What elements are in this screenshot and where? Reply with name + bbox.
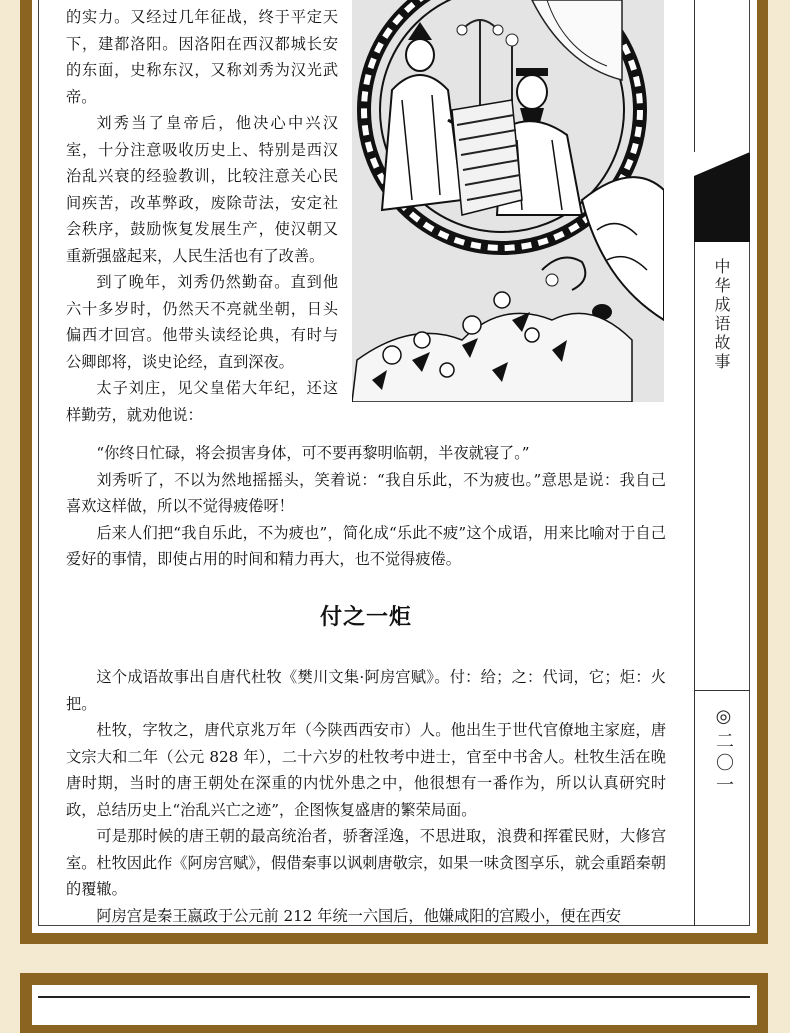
story-illustration bbox=[352, 0, 664, 402]
story1-paragraph: “你终日忙碌，将会损害身体，可不要再黎明临朝，半夜就寝了。” bbox=[96, 444, 530, 462]
next-page-rule bbox=[38, 996, 750, 998]
story1-paragraph: 到了晚年，刘秀仍然勤奋。直到他六十多岁时，仍然天不亮就坐朝，日头偏西才回宫。他带头读经论典，有时与公卿郎将，谈史论经，直到深夜。 bbox=[66, 273, 338, 371]
story1-paragraph: 后来人们把“我自乐此，不为疲也”，简化成“乐此不疲”这个成语，用来比喻对于自己爱好的事情，即使占用的时间和精力再大，也不觉得疲倦。 bbox=[66, 523, 666, 568]
story2-paragraph: 可是那时候的唐王朝的最高统治者，骄奢淫逸，不思进取，浪费和挥霍民财，大修宫室。杜牧因此作《阿房宫赋》，假借秦事以讽刺唐敬宗，如果一味贪图享乐，就会重蹈秦朝的覆辙。 bbox=[66, 827, 666, 898]
story1-paragraph: 太子刘庄，见父皇偌大年纪，还这样勤劳，就劝他说： bbox=[66, 379, 338, 424]
side-divider bbox=[694, 690, 750, 691]
story1-paragraph: 刘秀听了，不以为然地摇摇头，笑着说：“我自乐此，不为疲也。”意思是说：我自己喜欢这样做，所以不觉得疲倦呀！ bbox=[66, 470, 666, 515]
story2-title: 付之一炬 bbox=[319, 604, 412, 630]
story2-text bbox=[66, 664, 666, 929]
story2-paragraph: 这个成语故事出自唐代杜牧《樊川文集·阿房宫赋》。付：给；之：代词，它；炬：火把。 bbox=[66, 668, 666, 713]
story2-paragraph: 杜牧，字牧之，唐代京兆万年（今陕西西安市）人。他出生于世代官僚地主家庭，唐文宗大和二年（公元 828 年），二十六岁的杜牧考中进士，官至中书舍人。杜牧生活在晚唐时期，当时的唐王朝处在深重的内忧外患之中，他很想有一番作为，所以认真研究时政，总结历史上“治乱兴亡之迹”，企图恢复盛唐的繁荣局面。 bbox=[66, 721, 666, 819]
story1-full-text bbox=[66, 440, 666, 573]
story1-column-text bbox=[66, 4, 338, 428]
story2-paragraph: 阿房宫是秦王嬴政于公元前 212 年统一六国后，他嫌咸阳的宫殿小，便在西安 bbox=[96, 906, 622, 925]
illustration-drawing bbox=[352, 0, 664, 402]
side-decor-cut bbox=[694, 152, 750, 176]
page-number: ◎二〇一 bbox=[713, 706, 734, 797]
story1-paragraph: 的实力。又经过几年征战，终于平定天下，建都洛阳。因洛阳在西汉都城长安的东面，史称东汉，又称刘秀为汉光武帝。 bbox=[66, 8, 338, 106]
story1-paragraph: 刘秀当了皇帝后，他决心中兴汉室，十分注意吸收历史上、特别是西汉治乱兴衰的经验教训，比较注意关心民间疾苦，改革弊政，废除苛法，安定社会秩序，鼓励恢复发展生产，使汉朝又重新强盛起来，人民生活也有了改善。 bbox=[66, 114, 338, 265]
book-title: 中华成语故事 bbox=[712, 258, 731, 372]
next-book-page bbox=[32, 985, 757, 1025]
